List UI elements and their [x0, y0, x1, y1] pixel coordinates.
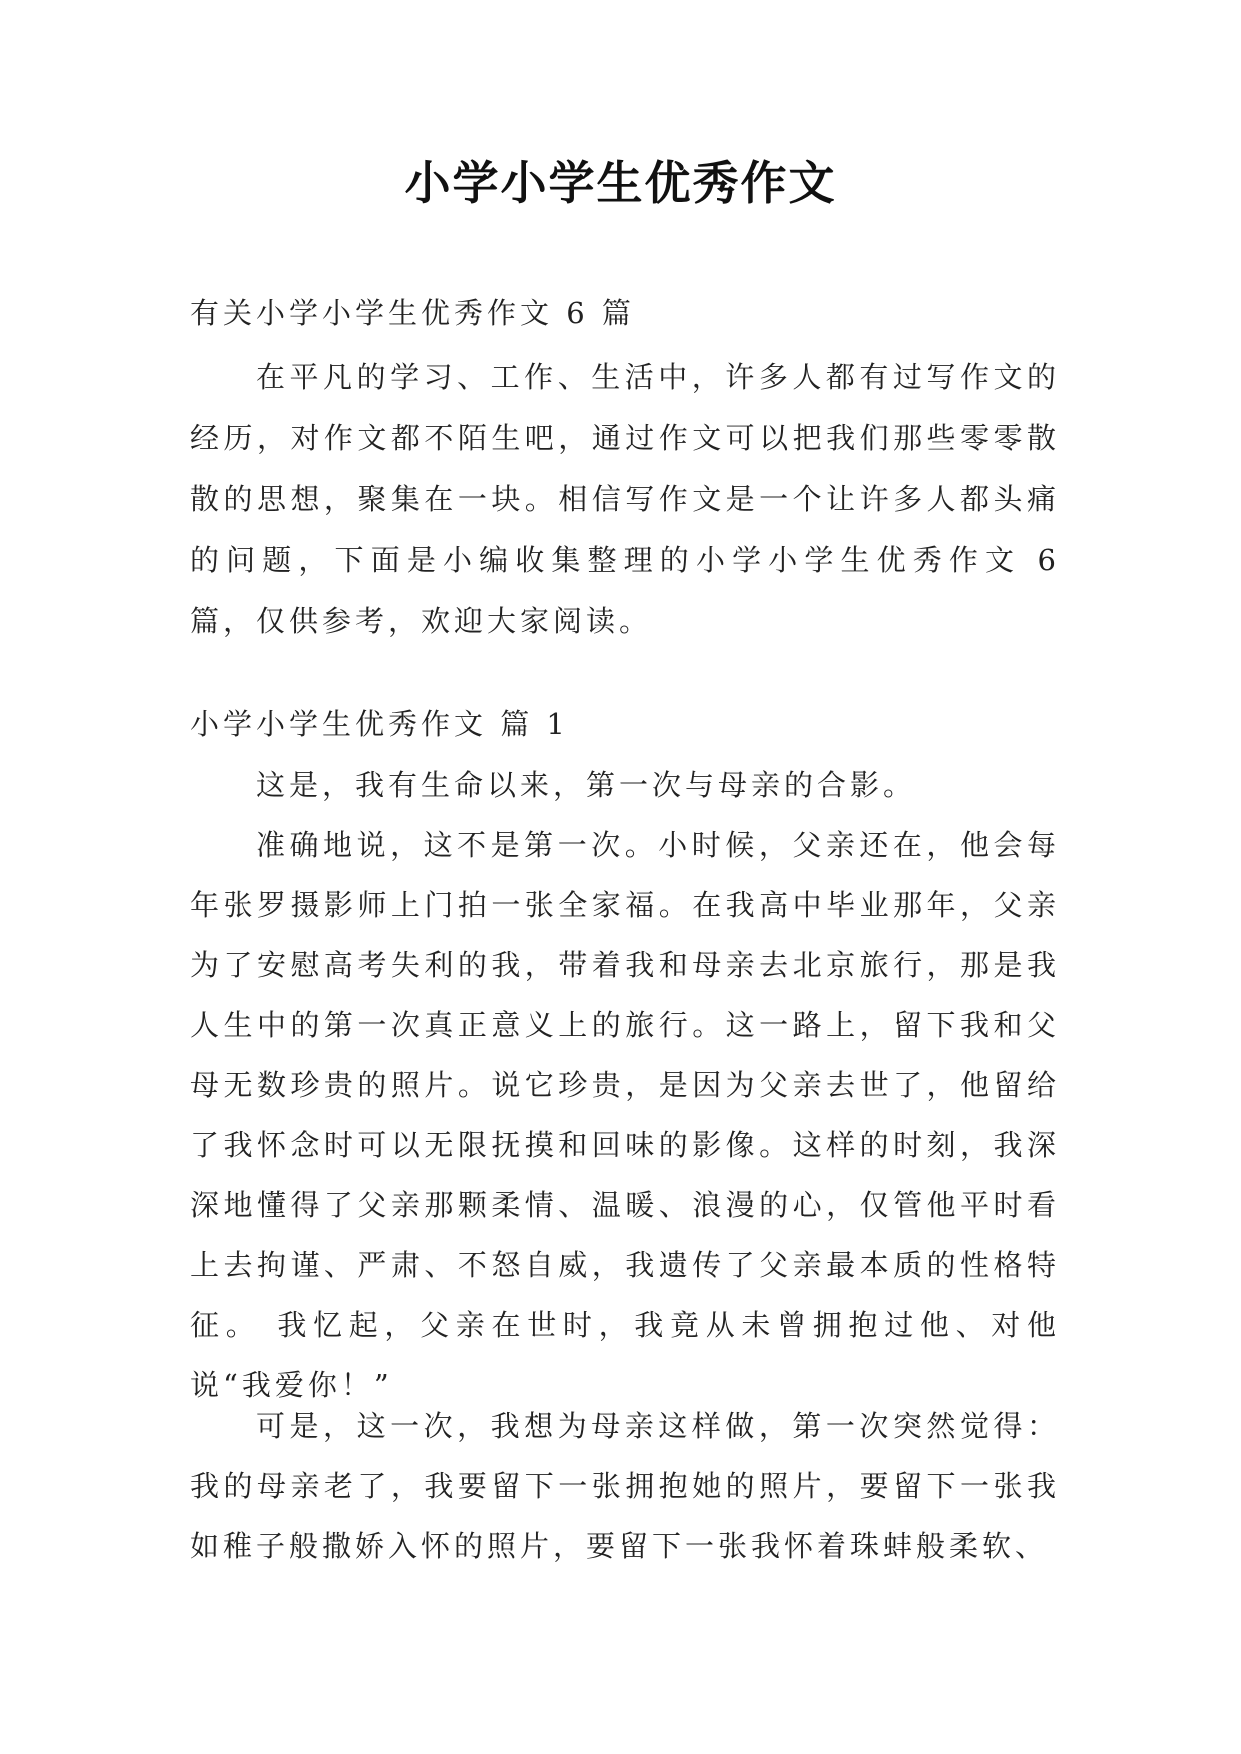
section-paragraph: 可是，这一次，我想为母亲这样做，第一次突然觉得：我的母亲老了，我要留下一张拥抱她的照片，要留下一张我如稚子般撒娇入怀的照片，要留下一张我怀着珠蚌般柔软、 — [190, 1409, 1060, 1563]
intro-paragraph: 在平凡的学习、工作、生活中，许多人都有过写作文的经历，对作文都不陌生吧，通过作文可以把我们那些零零散散的思想，聚集在一块。相信写作文是一个让许多人都头痛的问题，下面是小编收集整理的小学小学生优秀作文 6 篇，仅供参考，欢迎大家阅读。 — [190, 360, 1060, 638]
document-title: 小学小学生优秀作文 — [404, 156, 837, 210]
section-paragraph: 准确地说，这不是第一次。小时候，父亲还在，他会每年张罗摄影师上门拍一张全家福。在我高中毕业那年，父亲为了安慰高考失利的我，带着我和母亲去北京旅行，那是我人生中的第一次真正意义上的旅行。这一路上，留下我和父母无数珍贵的照片。说它珍贵，是因为父亲去世了，他留给了我怀念时可以无限抚摸和回味的影像。这样的时刻，我深深地懂得了父亲那颗柔情、温暖、浪漫的心，仅管他平时看上去拘谨、严肃、不怒自威，我遗传了父亲最本质的性格特征。 我忆起，父亲在世时，我竟从未曾拥抱过他、对他说“我爱你！” — [190, 828, 1060, 1402]
document-subtitle: 有关小学小学生优秀作文 6 篇 — [190, 296, 635, 330]
section-heading: 小学小学生优秀作文 篇 1 — [190, 707, 569, 741]
section-paragraph: 这是，我有生命以来，第一次与母亲的合影。 — [256, 768, 917, 802]
